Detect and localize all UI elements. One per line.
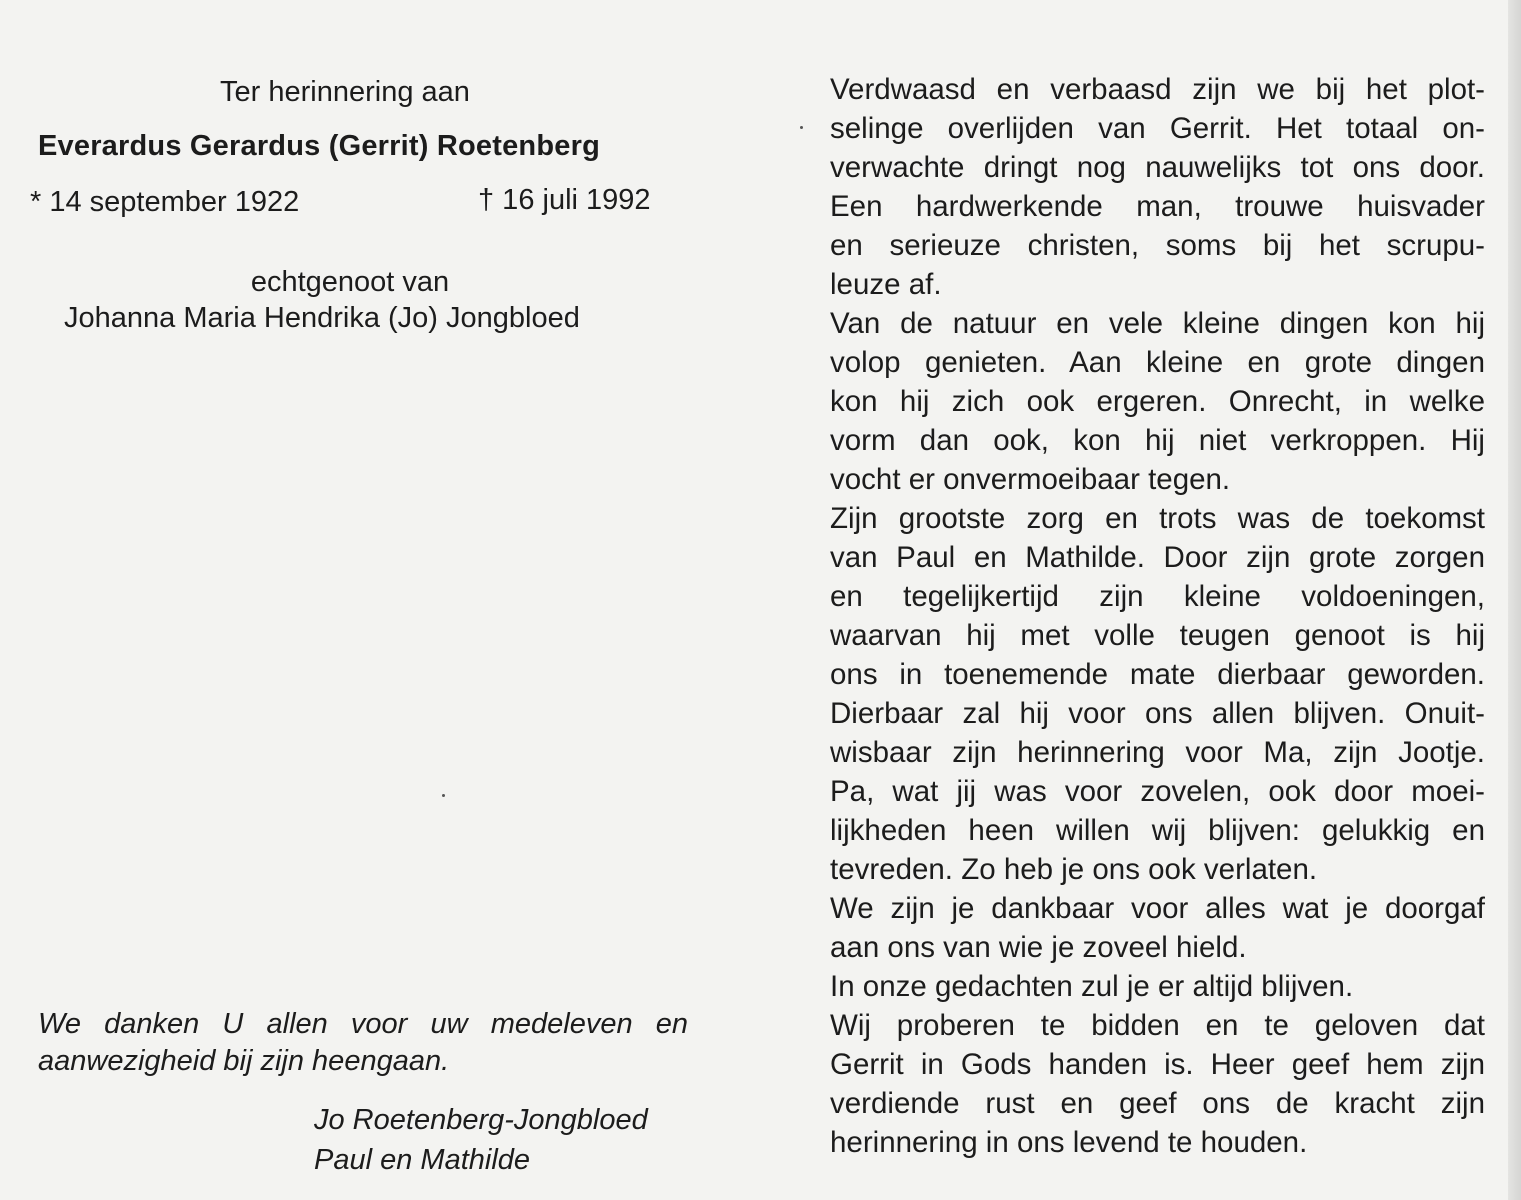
eulogy-text <box>830 70 1485 1162</box>
eulogy-line: volop genieten. Aan kleine en grote dingen <box>830 346 1485 379</box>
page-fold-edge <box>1508 0 1521 1200</box>
thanks-message: We danken U allen voor uw medeleven en aanwezigheid bij zijn heengaan. <box>38 1008 688 1077</box>
eulogy-line: Een hardwerkende man, trouwe huisvader <box>830 190 1485 223</box>
eulogy-line: Dierbaar zal hij voor ons allen blijven. Onuit- <box>830 697 1485 730</box>
intro-text: Ter herinnering aan <box>220 76 470 108</box>
paper-speck <box>800 126 803 129</box>
eulogy-line: vorm dan ook, kon hij niet verkroppen. Hij <box>830 424 1485 457</box>
eulogy-line: ons in toenemende mate dierbaar geworden. <box>830 658 1485 691</box>
death-date: † 16 juli 1992 <box>478 184 651 216</box>
eulogy-line: en serieuze christen, soms bij het scrupu- <box>830 229 1485 262</box>
eulogy-line: van Paul en Mathilde. Door zijn grote zorgen <box>830 541 1485 574</box>
birth-date: * 14 september 1922 <box>30 186 300 218</box>
eulogy-line: verwachte dringt nog nauwelijks tot ons door. <box>830 151 1485 184</box>
deceased-name: Everardus Gerardus (Gerrit) Roetenberg <box>38 130 600 162</box>
eulogy-line: Verdwaasd en verbaasd zijn we bij het plot- <box>830 73 1485 106</box>
eulogy-line: aan ons van wie je zoveel hield. <box>830 931 1247 964</box>
eulogy-line: In onze gedachten zul je er altijd blijven. <box>830 970 1354 1003</box>
eulogy-line: Pa, wat jij was voor zovelen, ook door moei- <box>830 775 1485 808</box>
eulogy-line: kon hij zich ook ergeren. Onrecht, in welke <box>830 385 1485 418</box>
eulogy-line: waarvan hij met volle teugen genoot is hij <box>830 619 1485 652</box>
spouse-label: echtgenoot van <box>250 266 450 298</box>
eulogy-line: en tegelijkertijd zijn kleine voldoeningen, <box>830 580 1485 613</box>
eulogy-line: vocht er onvermoeibaar tegen. <box>830 463 1231 496</box>
paper-speck <box>442 794 445 797</box>
eulogy-line: Van de natuur en vele kleine dingen kon hij <box>830 307 1485 340</box>
eulogy-line: verdiende rust en geef ons de kracht zijn <box>830 1087 1485 1120</box>
eulogy-line: wisbaar zijn herinnering voor Ma, zijn Jootje. <box>830 736 1485 769</box>
eulogy-line: leuze af. <box>830 268 942 301</box>
eulogy-line: selinge overlijden van Gerrit. Het totaal on- <box>830 112 1485 145</box>
eulogy-line: Zijn grootste zorg en trots was de toekomst <box>830 502 1485 535</box>
eulogy-line: lijkheden heen willen wij blijven: gelukkig en <box>830 814 1485 847</box>
signatory-line: Paul en Mathilde <box>314 1144 531 1176</box>
eulogy-line: We zijn je dankbaar voor alles wat je doorgaf <box>830 892 1485 925</box>
eulogy-line: Gerrit in Gods handen is. Heer geef hem zijn <box>830 1048 1485 1081</box>
eulogy-line: tevreden. Zo heb je ons ook verlaten. <box>830 853 1318 886</box>
spouse-name: Johanna Maria Hendrika (Jo) Jongbloed <box>64 302 580 334</box>
eulogy-line: herinnering in ons levend te houden. <box>830 1126 1308 1159</box>
signatory-line: Jo Roetenberg-Jongbloed <box>314 1104 648 1136</box>
signatories <box>314 1100 648 1180</box>
eulogy-line: Wij proberen te bidden en te geloven dat <box>830 1009 1485 1042</box>
